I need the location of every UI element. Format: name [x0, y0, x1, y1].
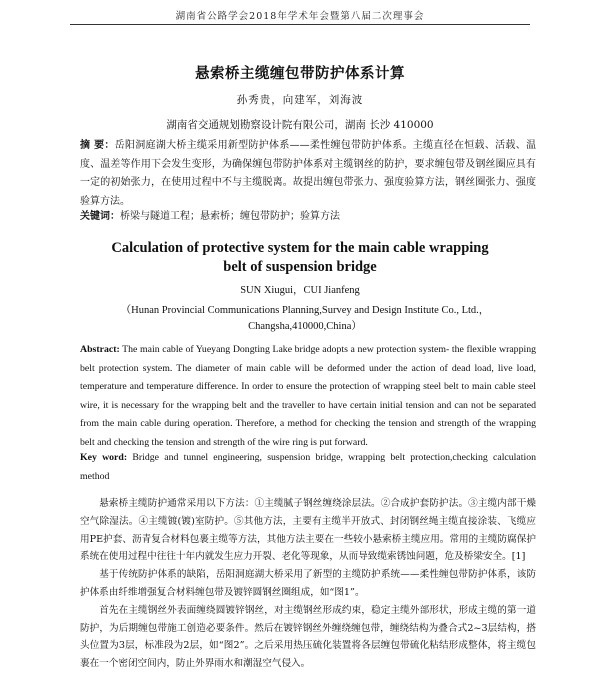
english-abstract-text: The main cable of Yueyang Dongting Lake bridge adopts a new protection system- the flexible wrapping belt protection system. The diameter of main cable will be deformed under the action of dead load, live load, temperature and temperature difference. In order to ensure the protection of wrapping steel belt to main cable steel wire, it is necessary for the wrapping belt and the traveller to have certain initial tension and can not be separated from the main cable during operation. Therefore, a method for checking the tension and strength of the wrapping belt and checking the tension and strength of the wire ring is put forward. — [80, 344, 536, 448]
body-paragraph: 基于传统防护体系的缺陷，岳阳洞庭湖大桥采用了新型的主缆防护系统——柔性缠包带防护体系，该防护体系由纤维增强复合材料缠包带及镀锌圆钢丝圈组成，如“图1”。 — [80, 569, 536, 598]
body-paragraph: 悬索桥主缆防护通常采用以下方法：①主缆腻子钢丝缠绕涂层法。②合成护套防护法。③主缆内部干燥空气除湿法。④主缆镀(镀)室防护。⑤其他方法，主要有主缆半开放式、封闭钢丝绳主缆直接涂装、飞缆应用PE护套、沥青复合材料包裹主缆等方法，其他方法主要在一些较小悬索桥主缆应用。常用的主缆防腐保护系统在使用过程中往往十年内就发生应力开裂、老化等现象，从而导致缆索锈蚀问题，危及桥梁安全。[1] — [80, 498, 536, 563]
english-title: Calculation of protective system for the main cable wrapping belt of suspension bridge — [111, 240, 489, 275]
chinese-keywords — [80, 208, 536, 227]
header-divider — [70, 24, 530, 25]
english-keywords-label: Key word: — [80, 452, 128, 463]
chinese-authors: 孙秀贵，向建军，刘海波 — [236, 94, 364, 106]
english-keywords-text: Bridge and tunnel engineering, suspension bridge, wrapping belt protection,checking calculation method — [80, 452, 536, 482]
chinese-keywords-label: 关键词： — [80, 211, 120, 222]
chinese-affiliation: 湖南省交通规划勘察设计院有限公司，湖南 长沙 410000 — [166, 119, 434, 131]
chinese-title: 悬索桥主缆缠包带防护体系计算 — [195, 66, 405, 82]
chinese-abstract-text: 岳阳洞庭湖大桥主缆采用新型防护体系——柔性缠包带防护体系。主缆直径在恒载、活载、温度、温差等作用下会发生变形，为确保缠包带防护体系对主缆钢丝的防护，要求缠包带及钢丝圈应具有一定的初始张力，在使用过程中不与主缆脱离。故提出缠包带张力、强度验算方法，钢丝圈张力、强度验算方法。 — [80, 140, 537, 207]
chinese-abstract — [80, 137, 536, 211]
english-affiliation: （Hunan Provincial Communications Planning,Survey and Design Institute Co., Ltd.，Changsha,410000,China） — [120, 305, 490, 332]
chinese-keywords-text: 桥梁与隧道工程；悬索桥；缠包带防护；验算方法 — [120, 211, 340, 222]
chinese-abstract-label: 摘 要： — [80, 140, 115, 151]
english-abstract-label: Abstract: — [80, 344, 120, 355]
body-text — [80, 495, 536, 673]
english-abstract — [80, 341, 536, 452]
running-header: 湖南省公路学会2018年学术年会暨第八届二次理事会 — [175, 11, 425, 22]
english-keywords — [80, 449, 536, 486]
english-authors: SUN Xiugui，CUI Jianfeng — [240, 285, 360, 296]
body-paragraph: 首先在主缆钢丝外表面缠绕圆镀锌钢丝，对主缆钢丝形成约束，稳定主缆外部形状，形成主缆的第一道防护，为后期缠包带施工创造必要条件。然后在镀锌钢丝外缠绕缠包带，缠绕结构为叠合式2~3层结构，搭头位置为3层，标准段为2层，如“图2”。之后采用热压硫化装置将各层缠包带硫化粘结形成整体，将主缆包裹在一个密闭空间内，防止外界雨水和潮湿空气侵入。 — [80, 604, 536, 670]
